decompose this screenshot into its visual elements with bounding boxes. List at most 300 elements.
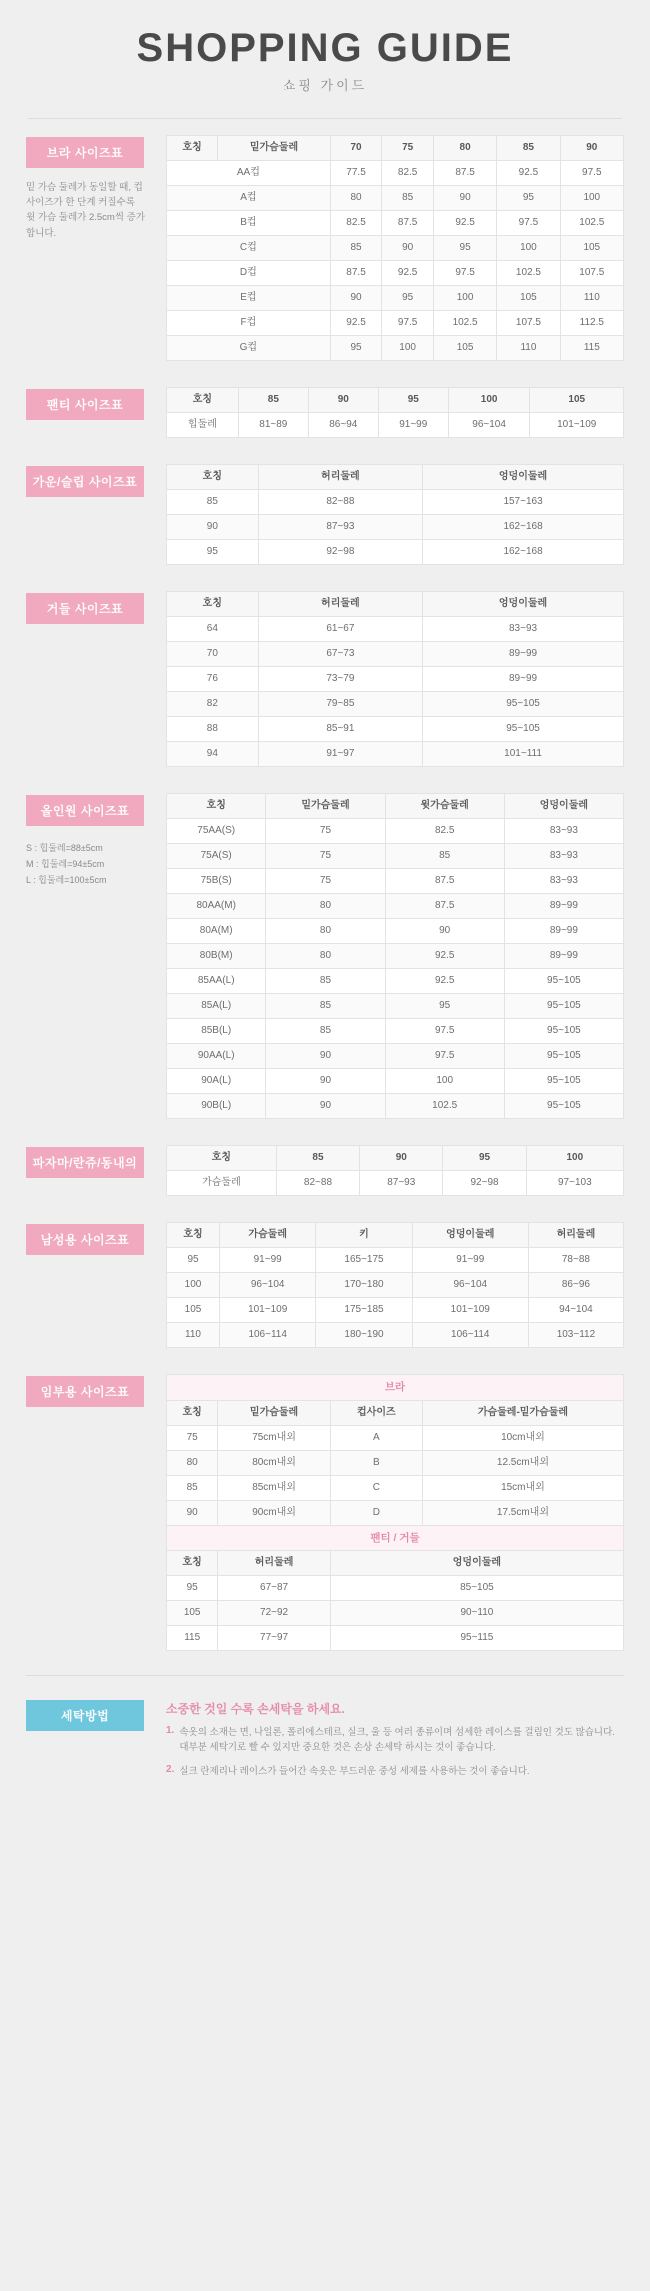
- table-row: [167, 1323, 624, 1348]
- cell-value: 110: [560, 286, 623, 311]
- column-header: 윗가슴둘레: [385, 794, 504, 819]
- cell-value: 95~105: [423, 717, 624, 742]
- cell-value: 87.5: [330, 261, 382, 286]
- section-tag: 임부용 사이즈표: [26, 1376, 144, 1407]
- cell-value: 73~79: [258, 667, 422, 692]
- column-header: 85: [238, 388, 308, 413]
- column-header: 호칭: [167, 1551, 218, 1576]
- table-row: [167, 869, 624, 894]
- row-label: 64: [167, 617, 259, 642]
- sections-container: [0, 119, 650, 1358]
- cell-value: 97~103: [526, 1171, 623, 1196]
- row-label: AA컵: [167, 161, 331, 186]
- cell-value: 82~88: [276, 1171, 359, 1196]
- column-header: 밑가슴둘레: [218, 136, 330, 161]
- cell-value: 170~180: [316, 1273, 412, 1298]
- wash-label-area: [26, 1700, 166, 1731]
- column-header: 허리둘레: [258, 592, 422, 617]
- row-label: 80: [167, 1450, 218, 1475]
- cell-value: 105: [560, 236, 623, 261]
- cell-value: 112.5: [560, 311, 623, 336]
- cell-value: 90: [330, 286, 382, 311]
- column-header: 호칭: [167, 465, 259, 490]
- section-3: [0, 575, 650, 777]
- cell-value: 90: [266, 1044, 385, 1069]
- row-label: 80B(M): [167, 944, 266, 969]
- row-label: 110: [167, 1323, 220, 1348]
- cell-value: 95: [433, 236, 496, 261]
- cell-value: 78~88: [528, 1248, 623, 1273]
- cell-value: 75: [266, 819, 385, 844]
- section-2: [0, 448, 650, 575]
- cell-value: 72~92: [218, 1601, 331, 1626]
- wash-title: 소중한 것일 수록 손세탁을 하세요.: [166, 1702, 345, 1717]
- cell-value: C: [330, 1475, 422, 1500]
- cell-value: 82~88: [258, 490, 422, 515]
- section-tag: 남성용 사이즈표: [26, 1224, 144, 1255]
- table-row: [167, 1019, 624, 1044]
- cell-value: 97.5: [385, 1019, 504, 1044]
- column-header: 허리둘레: [258, 465, 422, 490]
- wash-list: [166, 1725, 624, 1779]
- table-row: [167, 919, 624, 944]
- wash-item-number: 2.: [166, 1763, 175, 1775]
- column-header: 엉덩이둘레: [330, 1551, 623, 1576]
- cell-value: 80: [330, 186, 382, 211]
- cell-value: 61~67: [258, 617, 422, 642]
- table-row: [167, 667, 624, 692]
- size-table: [166, 464, 624, 565]
- cell-value: 87.5: [385, 894, 504, 919]
- table-row: [167, 894, 624, 919]
- row-label: C컵: [167, 236, 331, 261]
- cell-value: 89~99: [504, 894, 623, 919]
- row-label: 76: [167, 667, 259, 692]
- column-header: 105: [530, 388, 624, 413]
- column-header: 호칭: [167, 1223, 220, 1248]
- cell-value: 85: [266, 994, 385, 1019]
- cell-value: 85: [266, 969, 385, 994]
- cell-value: 85~91: [258, 717, 422, 742]
- cell-value: 87~93: [258, 515, 422, 540]
- column-header: 호칭: [167, 794, 266, 819]
- table-row: [167, 1069, 624, 1094]
- column-header: 100: [526, 1146, 623, 1171]
- cell-value: 175~185: [316, 1298, 412, 1323]
- row-label: 90: [167, 1500, 218, 1525]
- table-row: [167, 286, 624, 311]
- section-label-area: [26, 464, 166, 497]
- cell-value: 100: [497, 236, 560, 261]
- column-header: 80: [433, 136, 496, 161]
- section-table-area: [166, 464, 624, 565]
- table-row: [167, 844, 624, 869]
- cell-value: 162~168: [423, 540, 624, 565]
- cell-value: 101~111: [423, 742, 624, 767]
- section-table-area: [166, 387, 624, 438]
- cell-value: 90: [382, 236, 434, 261]
- cell-value: 100: [560, 186, 623, 211]
- row-label: 85: [167, 1475, 218, 1500]
- cell-value: 103~112: [528, 1323, 623, 1348]
- column-header: 90: [360, 1146, 443, 1171]
- cell-value: 85cm내외: [218, 1475, 331, 1500]
- table-row: [167, 1626, 624, 1651]
- cell-value: 95~115: [330, 1626, 623, 1651]
- column-header: 허리둘레: [528, 1223, 623, 1248]
- section-tag: 팬티 사이즈표: [26, 389, 144, 420]
- row-label: 105: [167, 1601, 218, 1626]
- table-row: [167, 617, 624, 642]
- cell-value: 92.5: [385, 969, 504, 994]
- group-title-row: [167, 1375, 624, 1401]
- table-row: [167, 236, 624, 261]
- table-row: [167, 1425, 624, 1450]
- cell-value: 82.5: [382, 161, 434, 186]
- column-header: 70: [330, 136, 382, 161]
- cell-value: 82.5: [330, 211, 382, 236]
- cell-value: 96~104: [220, 1273, 316, 1298]
- row-label: 75B(S): [167, 869, 266, 894]
- cell-value: 107.5: [497, 311, 560, 336]
- column-header: 호칭: [167, 592, 259, 617]
- cell-value: 95: [382, 286, 434, 311]
- column-header: 90: [308, 388, 378, 413]
- column-header: 엉덩이둘레: [412, 1223, 528, 1248]
- row-label: 80A(M): [167, 919, 266, 944]
- cell-value: 95~105: [504, 1094, 623, 1119]
- cell-value: 95~105: [504, 994, 623, 1019]
- row-label: D컵: [167, 261, 331, 286]
- wash-list-item: [166, 1725, 624, 1755]
- row-label: 75A(S): [167, 844, 266, 869]
- column-header: 95: [378, 388, 448, 413]
- column-header: 100: [448, 388, 530, 413]
- section-label-area: [26, 1145, 166, 1178]
- cell-value: 95~105: [504, 1044, 623, 1069]
- cell-value: 91~99: [378, 413, 448, 438]
- column-header: 키: [316, 1223, 412, 1248]
- cell-value: 105: [433, 336, 496, 361]
- cell-value: 83~93: [423, 617, 624, 642]
- cell-value: 97.5: [382, 311, 434, 336]
- cell-value: 95~105: [504, 969, 623, 994]
- row-label: E컵: [167, 286, 331, 311]
- row-label: 88: [167, 717, 259, 742]
- column-header: 엉덩이둘레: [423, 592, 624, 617]
- wash-item-text: 속옷의 소재는 면, 나일론, 폴리에스테르, 실크, 울 등 여러 종류이며 섬세한 레이스를 걸림인 것도 많습니다. 대부분 세탁기로 빨 수 있지만 중요한 것은 손상 손세탁 하시는 것이 좋습니다.: [179, 1727, 615, 1754]
- section-5: [0, 1129, 650, 1206]
- section-table-area: [166, 135, 624, 361]
- row-label: 90AA(L): [167, 1044, 266, 1069]
- section-table-area: [166, 1222, 624, 1348]
- size-table: [166, 1145, 624, 1196]
- table-row: [167, 261, 624, 286]
- cell-value: 89~99: [423, 667, 624, 692]
- section-maternity: [0, 1358, 650, 1661]
- cell-value: 106~114: [412, 1323, 528, 1348]
- column-header: 90: [560, 136, 623, 161]
- section-label-area: [26, 135, 166, 241]
- cell-value: 15cm내외: [422, 1475, 623, 1500]
- group-title: 팬티 / 거들: [167, 1525, 624, 1551]
- column-header: 호칭: [167, 1146, 277, 1171]
- cell-value: 102.5: [385, 1094, 504, 1119]
- cell-value: 90: [266, 1094, 385, 1119]
- row-label: 105: [167, 1298, 220, 1323]
- table-header-row: [167, 388, 624, 413]
- section-label-area: [26, 1374, 166, 1407]
- row-label: 100: [167, 1273, 220, 1298]
- table-row: [167, 819, 624, 844]
- section-tag: 가운/슬립 사이즈표: [26, 466, 144, 497]
- cell-value: 101~109: [530, 413, 624, 438]
- wash-divider: [26, 1675, 624, 1676]
- cell-value: 95~105: [423, 692, 624, 717]
- wash-body: [166, 1700, 624, 1787]
- cell-value: 85~105: [330, 1576, 623, 1601]
- section-6: [0, 1206, 650, 1358]
- cell-value: 90: [266, 1069, 385, 1094]
- section-wash: [0, 1690, 650, 1787]
- section-1: [0, 371, 650, 448]
- section-tag: 올인원 사이즈표: [26, 795, 144, 826]
- cell-value: 97.5: [433, 261, 496, 286]
- page-title: SHOPPING GUIDE: [136, 26, 514, 70]
- row-label: 85AA(L): [167, 969, 266, 994]
- row-label: 90B(L): [167, 1094, 266, 1119]
- row-label: 95: [167, 540, 259, 565]
- cell-value: 92.5: [330, 311, 382, 336]
- column-header: 엉덩이둘레: [504, 794, 623, 819]
- row-label: 90: [167, 515, 259, 540]
- row-label: 85A(L): [167, 994, 266, 1019]
- row-label: 95: [167, 1248, 220, 1273]
- cell-value: 92.5: [382, 261, 434, 286]
- cell-value: 80: [266, 919, 385, 944]
- section-note: S : 힙둘레=88±5cm M : 힙둘레=94±5cm L : 힙둘레=100±5cm: [26, 843, 107, 886]
- cell-value: 100: [382, 336, 434, 361]
- section-table-area: [166, 1145, 624, 1196]
- maternity-size-table: [166, 1374, 624, 1651]
- table-row: [167, 944, 624, 969]
- size-table: [166, 1222, 624, 1348]
- cell-value: 79~85: [258, 692, 422, 717]
- cell-value: 86~94: [308, 413, 378, 438]
- cell-value: 95: [497, 186, 560, 211]
- cell-value: 75: [266, 844, 385, 869]
- cell-value: 77~97: [218, 1626, 331, 1651]
- cell-value: 82.5: [385, 819, 504, 844]
- cell-value: 95~105: [504, 1019, 623, 1044]
- cell-value: 89~99: [504, 919, 623, 944]
- page-subtitle: 쇼핑 가이드: [282, 78, 368, 93]
- cell-value: 105: [497, 286, 560, 311]
- cell-value: 97.5: [385, 1044, 504, 1069]
- table-row: [167, 969, 624, 994]
- cell-value: 165~175: [316, 1248, 412, 1273]
- section-tag: 파자마/란쥬/동내의: [26, 1147, 144, 1178]
- section-label-area: [26, 793, 166, 889]
- section-0: [0, 119, 650, 371]
- table-row: [167, 186, 624, 211]
- cell-value: 87~93: [360, 1171, 443, 1196]
- table-row: [167, 1298, 624, 1323]
- cell-value: 83~93: [504, 819, 623, 844]
- cell-value: 12.5cm내외: [422, 1450, 623, 1475]
- size-table: [166, 135, 624, 361]
- cell-value: 83~93: [504, 869, 623, 894]
- row-label: B컵: [167, 211, 331, 236]
- section-4: [0, 777, 650, 1129]
- table-row: [167, 1273, 624, 1298]
- table-row: [167, 1450, 624, 1475]
- table-row: [167, 1475, 624, 1500]
- column-header: 엉덩이둘레: [423, 465, 624, 490]
- section-label-area: [26, 591, 166, 624]
- cell-value: 91~99: [412, 1248, 528, 1273]
- cell-value: 89~99: [423, 642, 624, 667]
- column-header: 85: [276, 1146, 359, 1171]
- table-header-row: [167, 1551, 624, 1576]
- cell-value: 96~104: [448, 413, 530, 438]
- cell-value: 80cm내외: [218, 1450, 331, 1475]
- cell-value: 100: [385, 1069, 504, 1094]
- section-note: 밑 가슴 둘레가 동일할 때, 컵 사이즈가 한 단계 커질수록 윗 가슴 둘레가 2.5cm씩 증가합니다.: [26, 182, 146, 239]
- row-label: 115: [167, 1626, 218, 1651]
- cell-value: 85: [266, 1019, 385, 1044]
- cell-value: 89~99: [504, 944, 623, 969]
- cell-value: 102.5: [433, 311, 496, 336]
- page-header: [0, 0, 650, 112]
- table-header-row: [167, 1400, 624, 1425]
- table-row: [167, 540, 624, 565]
- cell-value: 90: [385, 919, 504, 944]
- table-row: [167, 515, 624, 540]
- cell-value: 102.5: [497, 261, 560, 286]
- column-header: 컵사이즈: [330, 1400, 422, 1425]
- column-header: 가슴둘레: [220, 1223, 316, 1248]
- cell-value: 94~104: [528, 1298, 623, 1323]
- row-label: 70: [167, 642, 259, 667]
- cell-value: 10cm내외: [422, 1425, 623, 1450]
- table-header-row: [167, 794, 624, 819]
- cell-value: 81~89: [238, 413, 308, 438]
- table-row: [167, 311, 624, 336]
- row-label: 75: [167, 1425, 218, 1450]
- cell-value: 67~87: [218, 1576, 331, 1601]
- cell-value: 91~99: [220, 1248, 316, 1273]
- table-row: [167, 717, 624, 742]
- cell-value: 180~190: [316, 1323, 412, 1348]
- table-row: [167, 1500, 624, 1525]
- table-row: [167, 742, 624, 767]
- table-row: [167, 1248, 624, 1273]
- table-row: [167, 692, 624, 717]
- row-label: 94: [167, 742, 259, 767]
- cell-value: B: [330, 1450, 422, 1475]
- table-row: [167, 413, 624, 438]
- row-label: F컵: [167, 311, 331, 336]
- table-header-row: [167, 1223, 624, 1248]
- cell-value: D: [330, 1500, 422, 1525]
- cell-value: 95: [385, 994, 504, 1019]
- table-row: [167, 211, 624, 236]
- row-label: G컵: [167, 336, 331, 361]
- row-label: 85: [167, 490, 259, 515]
- wash-item-text: 실크 란제리나 레이스가 들어간 속옷은 부드러운 중성 세제를 사용하는 것이 좋습니다.: [179, 1765, 530, 1777]
- wash-list-item: [166, 1764, 624, 1779]
- table-row: [167, 994, 624, 1019]
- row-label: 가슴둘레: [167, 1171, 277, 1196]
- cell-value: 92~98: [443, 1171, 526, 1196]
- cell-value: 92.5: [385, 944, 504, 969]
- table-header-row: [167, 465, 624, 490]
- section-tag: 브라 사이즈표: [26, 137, 144, 168]
- cell-value: 162~168: [423, 515, 624, 540]
- size-table: [166, 793, 624, 1119]
- cell-value: 75cm내외: [218, 1425, 331, 1450]
- cell-value: 100: [433, 286, 496, 311]
- cell-value: 110: [497, 336, 560, 361]
- cell-value: 80: [266, 894, 385, 919]
- table-row: [167, 1576, 624, 1601]
- column-header: 75: [382, 136, 434, 161]
- row-label: 90A(L): [167, 1069, 266, 1094]
- column-header: 가슴둘레-밑가슴둘레: [422, 1400, 623, 1425]
- row-label: A컵: [167, 186, 331, 211]
- cell-value: 107.5: [560, 261, 623, 286]
- cell-value: A: [330, 1425, 422, 1450]
- section-table-area: [166, 591, 624, 767]
- column-header: 밑가슴둘레: [266, 794, 385, 819]
- cell-value: 92~98: [258, 540, 422, 565]
- cell-value: 106~114: [220, 1323, 316, 1348]
- cell-value: 87.5: [385, 869, 504, 894]
- cell-value: 85: [382, 186, 434, 211]
- cell-value: 102.5: [560, 211, 623, 236]
- cell-value: 90~110: [330, 1601, 623, 1626]
- column-header: 호칭: [167, 388, 239, 413]
- cell-value: 85: [385, 844, 504, 869]
- cell-value: 101~109: [412, 1298, 528, 1323]
- table-header-row: [167, 136, 624, 161]
- cell-value: 95: [330, 336, 382, 361]
- column-header: 밑가슴둘레: [218, 1400, 331, 1425]
- table-header-row: [167, 1146, 624, 1171]
- cell-value: 67~73: [258, 642, 422, 667]
- cell-value: 95~105: [504, 1069, 623, 1094]
- table-row: [167, 1094, 624, 1119]
- table-row: [167, 1044, 624, 1069]
- cell-value: 87.5: [382, 211, 434, 236]
- cell-value: 92.5: [497, 161, 560, 186]
- column-header: 95: [443, 1146, 526, 1171]
- row-label: 85B(L): [167, 1019, 266, 1044]
- cell-value: 77.5: [330, 161, 382, 186]
- cell-value: 157~163: [423, 490, 624, 515]
- cell-value: 17.5cm내외: [422, 1500, 623, 1525]
- table-row: [167, 161, 624, 186]
- section-label-area: [26, 387, 166, 420]
- column-header: 허리둘레: [218, 1551, 331, 1576]
- cell-value: 101~109: [220, 1298, 316, 1323]
- group-title: 브라: [167, 1375, 624, 1401]
- cell-value: 87.5: [433, 161, 496, 186]
- size-table: [166, 387, 624, 438]
- cell-value: 91~97: [258, 742, 422, 767]
- cell-value: 90: [433, 186, 496, 211]
